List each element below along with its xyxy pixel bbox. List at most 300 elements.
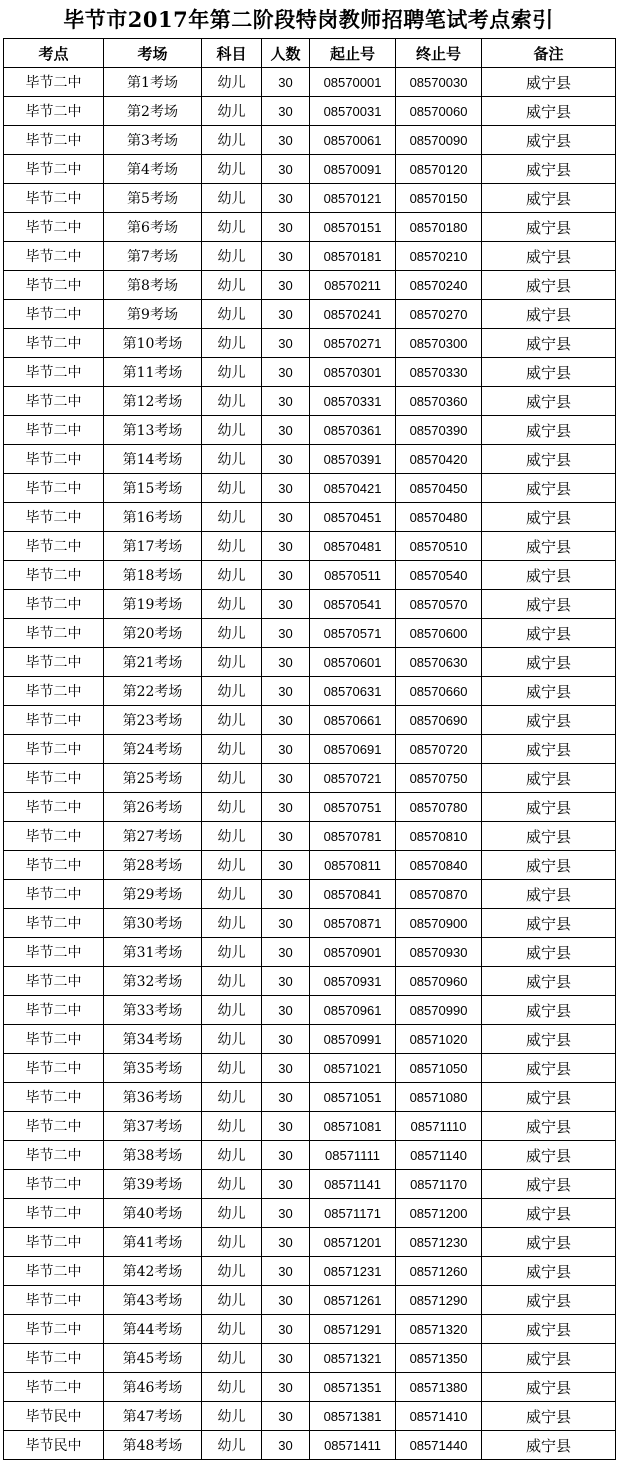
cell-note: 威宁县 [482, 416, 616, 445]
cell-subject: 幼儿 [202, 735, 262, 764]
cell-site: 毕节二中 [4, 1054, 104, 1083]
table-body [4, 68, 616, 1460]
cell-end-number: 08570090 [396, 126, 482, 155]
cell-start-number: 08570811 [310, 851, 396, 880]
cell-note: 威宁县 [482, 1025, 616, 1054]
cell-note: 威宁县 [482, 474, 616, 503]
table-row [4, 590, 616, 619]
cell-note: 威宁县 [482, 387, 616, 416]
cell-note: 威宁县 [482, 735, 616, 764]
cell-site: 毕节二中 [4, 329, 104, 358]
cell-count: 30 [262, 1228, 310, 1257]
cell-subject: 幼儿 [202, 532, 262, 561]
cell-subject: 幼儿 [202, 1141, 262, 1170]
cell-subject: 幼儿 [202, 1228, 262, 1257]
cell-count: 30 [262, 155, 310, 184]
table-row [4, 1054, 616, 1083]
cell-note: 威宁县 [482, 300, 616, 329]
cell-count: 30 [262, 648, 310, 677]
cell-count: 30 [262, 532, 310, 561]
cell-room: 第20考场 [104, 619, 202, 648]
cell-end-number: 08570210 [396, 242, 482, 271]
cell-count: 30 [262, 329, 310, 358]
cell-end-number: 08571320 [396, 1315, 482, 1344]
table-row [4, 503, 616, 532]
cell-end-number: 08570990 [396, 996, 482, 1025]
cell-subject: 幼儿 [202, 1199, 262, 1228]
cell-count: 30 [262, 1083, 310, 1112]
cell-count: 30 [262, 1315, 310, 1344]
table-row [4, 1141, 616, 1170]
cell-start-number: 08571171 [310, 1199, 396, 1228]
cell-note: 威宁县 [482, 938, 616, 967]
cell-end-number: 08570060 [396, 97, 482, 126]
cell-count: 30 [262, 793, 310, 822]
cell-note: 威宁县 [482, 677, 616, 706]
cell-room: 第39考场 [104, 1170, 202, 1199]
cell-room: 第38考场 [104, 1141, 202, 1170]
cell-note: 威宁县 [482, 1373, 616, 1402]
table-row [4, 880, 616, 909]
cell-site: 毕节二中 [4, 793, 104, 822]
cell-start-number: 08571381 [310, 1402, 396, 1431]
cell-room: 第16考场 [104, 503, 202, 532]
cell-note: 威宁县 [482, 1228, 616, 1257]
cell-start-number: 08570661 [310, 706, 396, 735]
cell-site: 毕节二中 [4, 416, 104, 445]
cell-end-number: 08570510 [396, 532, 482, 561]
cell-site: 毕节二中 [4, 967, 104, 996]
cell-subject: 幼儿 [202, 184, 262, 213]
cell-site: 毕节二中 [4, 822, 104, 851]
cell-site: 毕节二中 [4, 1286, 104, 1315]
table-row [4, 532, 616, 561]
cell-count: 30 [262, 1170, 310, 1199]
cell-end-number: 08571050 [396, 1054, 482, 1083]
table-row [4, 1083, 616, 1112]
table-row [4, 996, 616, 1025]
cell-start-number: 08570871 [310, 909, 396, 938]
cell-subject: 幼儿 [202, 1373, 262, 1402]
cell-end-number: 08571350 [396, 1344, 482, 1373]
table-row [4, 1025, 616, 1054]
table-row [4, 1228, 616, 1257]
cell-start-number: 08570751 [310, 793, 396, 822]
cell-room: 第43考场 [104, 1286, 202, 1315]
cell-note: 威宁县 [482, 561, 616, 590]
cell-end-number: 08570780 [396, 793, 482, 822]
cell-end-number: 08571260 [396, 1257, 482, 1286]
cell-start-number: 08570451 [310, 503, 396, 532]
cell-room: 第26考场 [104, 793, 202, 822]
cell-site: 毕节二中 [4, 1344, 104, 1373]
cell-note: 威宁县 [482, 619, 616, 648]
cell-room: 第27考场 [104, 822, 202, 851]
cell-subject: 幼儿 [202, 996, 262, 1025]
cell-room: 第4考场 [104, 155, 202, 184]
cell-subject: 幼儿 [202, 329, 262, 358]
table-row [4, 184, 616, 213]
cell-count: 30 [262, 619, 310, 648]
cell-subject: 幼儿 [202, 1431, 262, 1460]
cell-site: 毕节二中 [4, 1228, 104, 1257]
cell-room: 第42考场 [104, 1257, 202, 1286]
cell-start-number: 08571231 [310, 1257, 396, 1286]
cell-end-number: 08570240 [396, 271, 482, 300]
cell-room: 第45考场 [104, 1344, 202, 1373]
cell-subject: 幼儿 [202, 1257, 262, 1286]
cell-note: 威宁县 [482, 967, 616, 996]
cell-room: 第2考场 [104, 97, 202, 126]
cell-end-number: 08570570 [396, 590, 482, 619]
cell-subject: 幼儿 [202, 1286, 262, 1315]
cell-end-number: 08570480 [396, 503, 482, 532]
cell-subject: 幼儿 [202, 1112, 262, 1141]
cell-room: 第21考场 [104, 648, 202, 677]
cell-room: 第47考场 [104, 1402, 202, 1431]
cell-count: 30 [262, 1257, 310, 1286]
cell-room: 第33考场 [104, 996, 202, 1025]
cell-count: 30 [262, 706, 310, 735]
cell-site: 毕节二中 [4, 1199, 104, 1228]
cell-room: 第40考场 [104, 1199, 202, 1228]
cell-count: 30 [262, 503, 310, 532]
table-row [4, 1373, 616, 1402]
cell-note: 威宁县 [482, 1083, 616, 1112]
cell-site: 毕节二中 [4, 532, 104, 561]
cell-start-number: 08570601 [310, 648, 396, 677]
cell-end-number: 08570030 [396, 68, 482, 97]
cell-end-number: 08571140 [396, 1141, 482, 1170]
table-row [4, 242, 616, 271]
cell-note: 威宁县 [482, 68, 616, 97]
cell-note: 威宁县 [482, 358, 616, 387]
cell-room: 第24考场 [104, 735, 202, 764]
cell-end-number: 08571290 [396, 1286, 482, 1315]
cell-start-number: 08570091 [310, 155, 396, 184]
cell-note: 威宁县 [482, 1286, 616, 1315]
cell-site: 毕节二中 [4, 1257, 104, 1286]
cell-start-number: 08570271 [310, 329, 396, 358]
cell-note: 威宁县 [482, 1112, 616, 1141]
cell-count: 30 [262, 300, 310, 329]
cell-end-number: 08570840 [396, 851, 482, 880]
cell-end-number: 08570150 [396, 184, 482, 213]
cell-start-number: 08570391 [310, 445, 396, 474]
cell-subject: 幼儿 [202, 358, 262, 387]
cell-count: 30 [262, 97, 310, 126]
cell-end-number: 08570930 [396, 938, 482, 967]
cell-site: 毕节二中 [4, 735, 104, 764]
cell-end-number: 08571170 [396, 1170, 482, 1199]
cell-end-number: 08570630 [396, 648, 482, 677]
cell-subject: 幼儿 [202, 706, 262, 735]
cell-site: 毕节二中 [4, 909, 104, 938]
cell-start-number: 08570511 [310, 561, 396, 590]
cell-note: 威宁县 [482, 1257, 616, 1286]
cell-subject: 幼儿 [202, 880, 262, 909]
table-row [4, 735, 616, 764]
cell-subject: 幼儿 [202, 126, 262, 155]
cell-count: 30 [262, 561, 310, 590]
cell-end-number: 08570120 [396, 155, 482, 184]
cell-subject: 幼儿 [202, 416, 262, 445]
cell-note: 威宁县 [482, 97, 616, 126]
cell-subject: 幼儿 [202, 793, 262, 822]
cell-subject: 幼儿 [202, 68, 262, 97]
cell-room: 第19考场 [104, 590, 202, 619]
cell-count: 30 [262, 967, 310, 996]
cell-start-number: 08570301 [310, 358, 396, 387]
cell-start-number: 08571261 [310, 1286, 396, 1315]
cell-room: 第14考场 [104, 445, 202, 474]
cell-room: 第25考场 [104, 764, 202, 793]
cell-room: 第29考场 [104, 880, 202, 909]
cell-site: 毕节二中 [4, 271, 104, 300]
table-header-row [4, 39, 616, 68]
cell-count: 30 [262, 677, 310, 706]
cell-end-number: 08571200 [396, 1199, 482, 1228]
table-row [4, 68, 616, 97]
table-row [4, 358, 616, 387]
cell-subject: 幼儿 [202, 387, 262, 416]
cell-subject: 幼儿 [202, 1402, 262, 1431]
table-row [4, 97, 616, 126]
cell-site: 毕节二中 [4, 68, 104, 97]
cell-subject: 幼儿 [202, 648, 262, 677]
cell-start-number: 08570241 [310, 300, 396, 329]
cell-note: 威宁县 [482, 880, 616, 909]
cell-room: 第6考场 [104, 213, 202, 242]
cell-end-number: 08571440 [396, 1431, 482, 1460]
cell-count: 30 [262, 822, 310, 851]
column-header-note: 备注 [482, 39, 616, 68]
cell-subject: 幼儿 [202, 938, 262, 967]
cell-room: 第3考场 [104, 126, 202, 155]
cell-site: 毕节二中 [4, 764, 104, 793]
cell-count: 30 [262, 1373, 310, 1402]
exam-site-table [3, 38, 616, 1460]
column-header-end-number: 终止号 [396, 39, 482, 68]
cell-count: 30 [262, 1141, 310, 1170]
cell-site: 毕节二中 [4, 503, 104, 532]
cell-note: 威宁县 [482, 909, 616, 938]
cell-note: 威宁县 [482, 1344, 616, 1373]
cell-count: 30 [262, 416, 310, 445]
table-row [4, 561, 616, 590]
cell-subject: 幼儿 [202, 474, 262, 503]
cell-subject: 幼儿 [202, 242, 262, 271]
cell-site: 毕节二中 [4, 1141, 104, 1170]
column-header-subject: 科目 [202, 39, 262, 68]
cell-site: 毕节二中 [4, 1170, 104, 1199]
table-row [4, 1199, 616, 1228]
cell-room: 第12考场 [104, 387, 202, 416]
cell-site: 毕节二中 [4, 851, 104, 880]
cell-start-number: 08570841 [310, 880, 396, 909]
table-row [4, 822, 616, 851]
cell-site: 毕节二中 [4, 996, 104, 1025]
cell-room: 第46考场 [104, 1373, 202, 1402]
cell-subject: 幼儿 [202, 1315, 262, 1344]
cell-subject: 幼儿 [202, 590, 262, 619]
cell-room: 第22考场 [104, 677, 202, 706]
table-row [4, 648, 616, 677]
cell-note: 威宁县 [482, 1054, 616, 1083]
cell-end-number: 08571410 [396, 1402, 482, 1431]
cell-subject: 幼儿 [202, 1025, 262, 1054]
cell-end-number: 08570750 [396, 764, 482, 793]
table-row [4, 474, 616, 503]
cell-site: 毕节二中 [4, 358, 104, 387]
cell-end-number: 08570270 [396, 300, 482, 329]
cell-room: 第7考场 [104, 242, 202, 271]
cell-end-number: 08570960 [396, 967, 482, 996]
cell-count: 30 [262, 764, 310, 793]
cell-room: 第41考场 [104, 1228, 202, 1257]
cell-site: 毕节民中 [4, 1402, 104, 1431]
cell-count: 30 [262, 880, 310, 909]
cell-note: 威宁县 [482, 648, 616, 677]
cell-count: 30 [262, 1402, 310, 1431]
cell-note: 威宁县 [482, 184, 616, 213]
cell-note: 威宁县 [482, 242, 616, 271]
cell-room: 第48考场 [104, 1431, 202, 1460]
cell-site: 毕节二中 [4, 1373, 104, 1402]
cell-end-number: 08570810 [396, 822, 482, 851]
cell-site: 毕节二中 [4, 938, 104, 967]
cell-subject: 幼儿 [202, 155, 262, 184]
cell-room: 第9考场 [104, 300, 202, 329]
cell-room: 第15考场 [104, 474, 202, 503]
cell-site: 毕节民中 [4, 1431, 104, 1460]
cell-note: 威宁县 [482, 1199, 616, 1228]
cell-end-number: 08570360 [396, 387, 482, 416]
table-row [4, 793, 616, 822]
cell-start-number: 08570991 [310, 1025, 396, 1054]
cell-end-number: 08570390 [396, 416, 482, 445]
cell-end-number: 08570690 [396, 706, 482, 735]
cell-count: 30 [262, 242, 310, 271]
table-row [4, 619, 616, 648]
cell-subject: 幼儿 [202, 851, 262, 880]
cell-site: 毕节二中 [4, 155, 104, 184]
cell-count: 30 [262, 1112, 310, 1141]
cell-site: 毕节二中 [4, 1315, 104, 1344]
cell-count: 30 [262, 938, 310, 967]
cell-start-number: 08570571 [310, 619, 396, 648]
cell-start-number: 08570421 [310, 474, 396, 503]
cell-note: 威宁县 [482, 822, 616, 851]
cell-room: 第35考场 [104, 1054, 202, 1083]
cell-count: 30 [262, 1344, 310, 1373]
cell-count: 30 [262, 387, 310, 416]
cell-note: 威宁县 [482, 329, 616, 358]
cell-start-number: 08571111 [310, 1141, 396, 1170]
table-row [4, 300, 616, 329]
table-row [4, 445, 616, 474]
cell-room: 第28考场 [104, 851, 202, 880]
cell-start-number: 08571351 [310, 1373, 396, 1402]
cell-count: 30 [262, 271, 310, 300]
cell-end-number: 08570600 [396, 619, 482, 648]
table-row [4, 155, 616, 184]
table-row [4, 1170, 616, 1199]
cell-room: 第18考场 [104, 561, 202, 590]
cell-start-number: 08570781 [310, 822, 396, 851]
cell-room: 第13考场 [104, 416, 202, 445]
cell-start-number: 08570331 [310, 387, 396, 416]
cell-site: 毕节二中 [4, 561, 104, 590]
cell-end-number: 08570720 [396, 735, 482, 764]
cell-note: 威宁县 [482, 851, 616, 880]
cell-note: 威宁县 [482, 445, 616, 474]
cell-count: 30 [262, 358, 310, 387]
cell-start-number: 08571021 [310, 1054, 396, 1083]
column-header-start-number: 起止号 [310, 39, 396, 68]
cell-note: 威宁县 [482, 271, 616, 300]
cell-subject: 幼儿 [202, 561, 262, 590]
cell-end-number: 08571380 [396, 1373, 482, 1402]
cell-start-number: 08570631 [310, 677, 396, 706]
cell-site: 毕节二中 [4, 619, 104, 648]
cell-end-number: 08570180 [396, 213, 482, 242]
cell-room: 第44考场 [104, 1315, 202, 1344]
cell-start-number: 08571201 [310, 1228, 396, 1257]
cell-subject: 幼儿 [202, 300, 262, 329]
cell-count: 30 [262, 1199, 310, 1228]
cell-start-number: 08570031 [310, 97, 396, 126]
cell-count: 30 [262, 1286, 310, 1315]
cell-room: 第5考场 [104, 184, 202, 213]
cell-note: 威宁县 [482, 590, 616, 619]
cell-site: 毕节二中 [4, 387, 104, 416]
cell-room: 第10考场 [104, 329, 202, 358]
table-row [4, 1344, 616, 1373]
cell-site: 毕节二中 [4, 474, 104, 503]
cell-end-number: 08570900 [396, 909, 482, 938]
table-row [4, 706, 616, 735]
cell-note: 威宁县 [482, 706, 616, 735]
cell-count: 30 [262, 1025, 310, 1054]
cell-count: 30 [262, 1054, 310, 1083]
cell-end-number: 08570540 [396, 561, 482, 590]
cell-room: 第37考场 [104, 1112, 202, 1141]
cell-start-number: 08570061 [310, 126, 396, 155]
cell-start-number: 08570361 [310, 416, 396, 445]
cell-end-number: 08571020 [396, 1025, 482, 1054]
cell-note: 威宁县 [482, 1141, 616, 1170]
cell-start-number: 08570151 [310, 213, 396, 242]
table-row [4, 126, 616, 155]
cell-subject: 幼儿 [202, 271, 262, 300]
cell-start-number: 08570121 [310, 184, 396, 213]
cell-start-number: 08570001 [310, 68, 396, 97]
cell-count: 30 [262, 68, 310, 97]
cell-subject: 幼儿 [202, 619, 262, 648]
page-title: 毕节市2017年第二阶段特岗教师招聘笔试考点索引 [63, 7, 554, 32]
table-row [4, 387, 616, 416]
cell-site: 毕节二中 [4, 590, 104, 619]
column-header-room: 考场 [104, 39, 202, 68]
cell-note: 威宁县 [482, 1170, 616, 1199]
cell-count: 30 [262, 909, 310, 938]
table-row [4, 213, 616, 242]
cell-room: 第17考场 [104, 532, 202, 561]
table-row [4, 764, 616, 793]
cell-subject: 幼儿 [202, 764, 262, 793]
cell-room: 第36考场 [104, 1083, 202, 1112]
